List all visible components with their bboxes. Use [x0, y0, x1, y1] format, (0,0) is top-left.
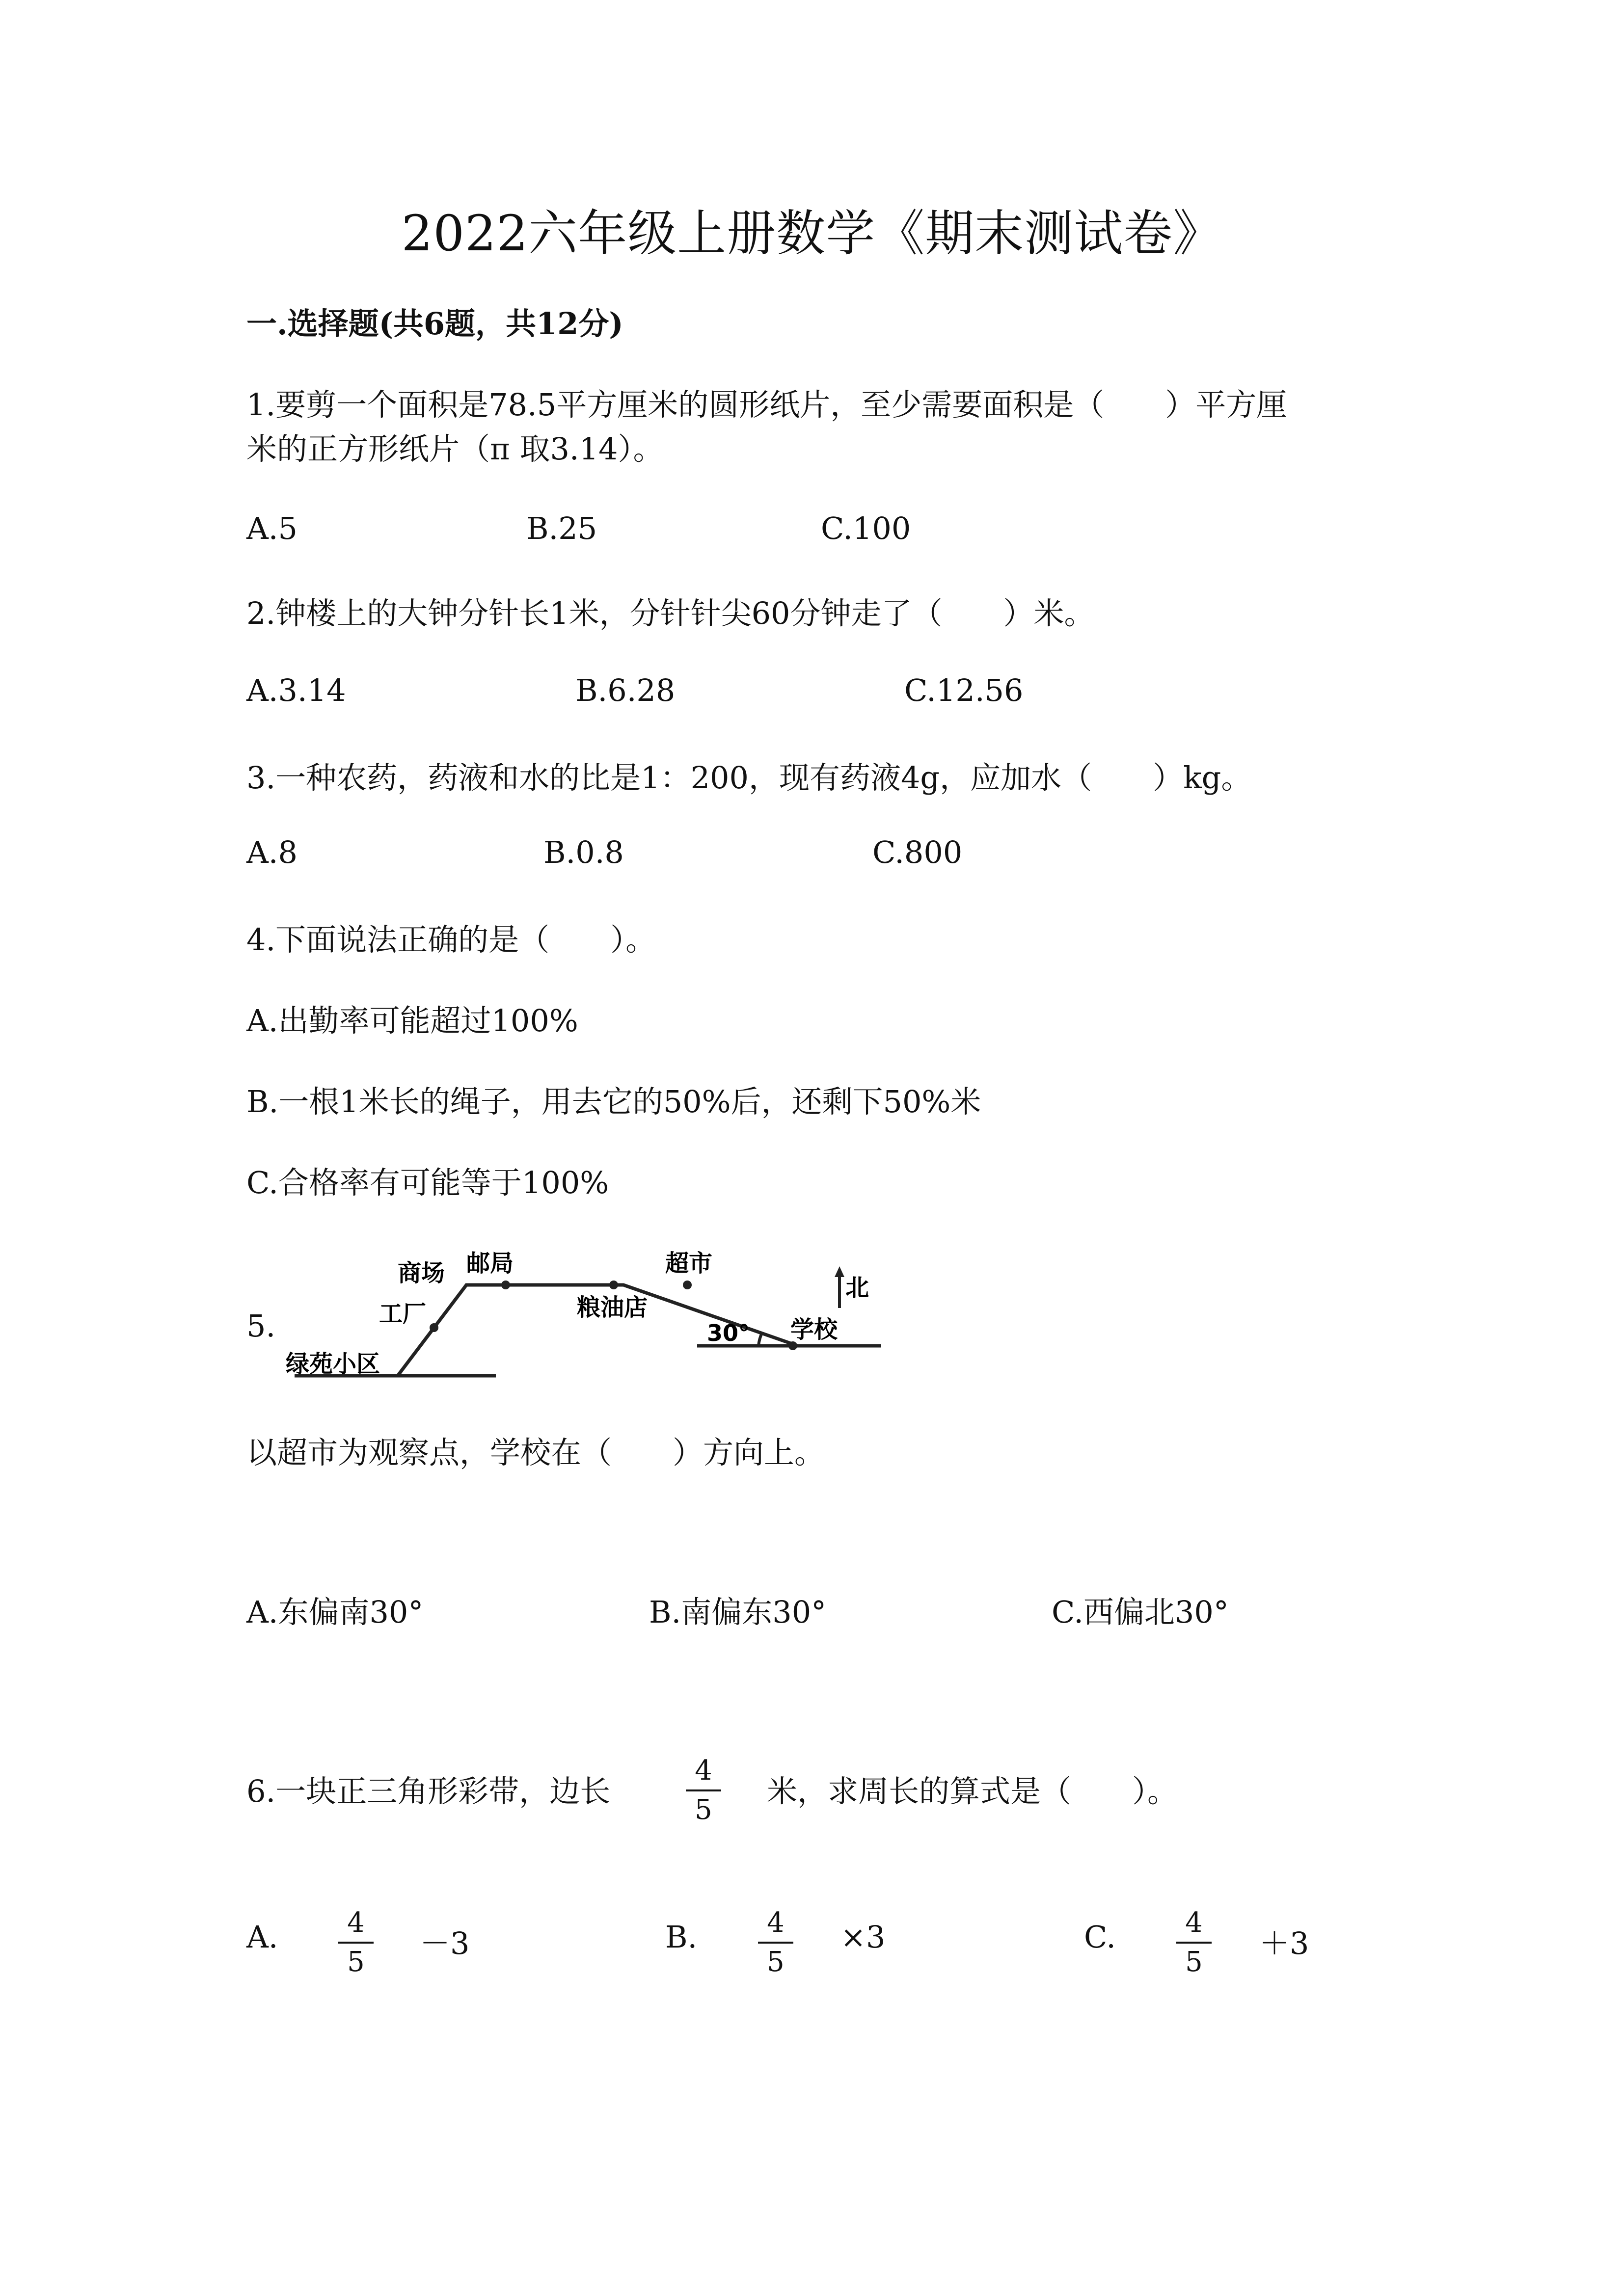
question-2-text: 2.钟楼上的大钟分针长1米，分针针尖60分钟走了（ ）米。: [246, 595, 1095, 631]
question-4-text: 4.下面说法正确的是（ ）。: [246, 922, 656, 958]
question-5-option-a[interactable]: A.东偏南30°: [246, 1594, 424, 1630]
north-arrow-head: [835, 1266, 844, 1277]
fraction-bar: [758, 1942, 793, 1944]
page-title: 2022六年级上册数学《期末测试卷》: [401, 205, 1223, 262]
question-5-text: 以超市为观察点，学校在（ ）方向上。: [246, 1435, 825, 1470]
question-6-option-c-label[interactable]: C.: [1084, 1919, 1116, 1955]
question-3-option-b[interactable]: B.0.8: [543, 834, 624, 870]
fraction-numerator: 4: [695, 1755, 712, 1787]
point-liangyoudian: [609, 1281, 618, 1289]
label-gongchang: 工厂: [379, 1300, 427, 1328]
question-2-option-c[interactable]: C.12.56: [904, 672, 1024, 708]
question-6-option-c-tail: ＋3: [1259, 1925, 1309, 1961]
point-gongchang: [430, 1323, 438, 1332]
fraction-bar: [338, 1942, 374, 1944]
label-shangchang: 商场: [398, 1259, 445, 1287]
fraction-denominator: 5: [347, 1946, 365, 1978]
question-6-text-before: 6.一块正三角形彩带，边长: [246, 1773, 611, 1809]
point-youju: [501, 1281, 510, 1289]
question-1-line-2: 米的正方形纸片（π 取3.14）。: [246, 431, 664, 467]
question-6-option-b-tail: ×3: [840, 1919, 886, 1955]
label-chaoshi: 超市: [665, 1250, 713, 1277]
fraction-denominator: 5: [767, 1946, 785, 1978]
question-5-option-c[interactable]: C.西偏北30°: [1052, 1594, 1229, 1630]
label-youju: 邮局: [466, 1250, 514, 1277]
question-6-text-after: 米，求周长的算式是（ ）。: [767, 1773, 1178, 1809]
question-4-option-c[interactable]: C.合格率有可能等于100%: [246, 1165, 609, 1201]
question-5-map: [275, 1232, 893, 1389]
label-liangyoudian: 粮油店: [577, 1294, 648, 1321]
question-6-option-c-fraction: [1174, 1909, 1214, 1976]
question-6-option-a-tail: －3: [420, 1925, 470, 1961]
fraction-numerator: 4: [347, 1907, 365, 1939]
label-angle: 30°: [707, 1320, 750, 1346]
question-1-option-a[interactable]: A.5: [246, 510, 298, 546]
question-1-option-c[interactable]: C.100: [821, 510, 911, 546]
question-6-fraction: [684, 1757, 723, 1824]
question-3-option-c[interactable]: C.800: [872, 834, 963, 870]
question-4-option-b[interactable]: B.一根1米长的绳子，用去它的50%后，还剩下50%米: [246, 1084, 981, 1120]
question-2-option-b[interactable]: B.6.28: [575, 672, 676, 708]
fraction-denominator: 5: [1185, 1946, 1203, 1978]
label-north: 北: [845, 1274, 869, 1302]
section-heading: 一.选择题(共6题，共12分): [246, 306, 623, 342]
question-5-number: 5.: [246, 1308, 276, 1344]
fraction-numerator: 4: [767, 1907, 785, 1939]
point-chaoshi: [683, 1281, 692, 1289]
fraction-bar: [1176, 1942, 1212, 1944]
question-6-option-a-label[interactable]: A.: [246, 1919, 278, 1955]
fraction-denominator: 5: [695, 1794, 712, 1826]
angle-arc: [758, 1333, 762, 1346]
question-2-option-a[interactable]: A.3.14: [246, 672, 346, 708]
label-lvyuan: 绿苑小区: [286, 1350, 380, 1378]
fraction-bar: [686, 1789, 721, 1791]
question-1-line-1: 1.要剪一个面积是78.5平方厘米的圆形纸片，至少需要面积是（ ）平方厘: [246, 387, 1287, 423]
question-3-text: 3.一种农药，药液和水的比是1：200，现有药液4g，应加水（ ）kg。: [246, 760, 1252, 796]
label-xuexiao: 学校: [790, 1316, 838, 1343]
question-6-option-b-fraction: [756, 1909, 795, 1976]
question-6-option-b-label[interactable]: B.: [665, 1919, 698, 1955]
question-3-option-a[interactable]: A.8: [246, 834, 298, 870]
fraction-numerator: 4: [1185, 1907, 1203, 1939]
question-4-option-a[interactable]: A.出勤率可能超过100%: [246, 1003, 578, 1039]
question-1-option-b[interactable]: B.25: [526, 510, 597, 546]
question-5-option-b[interactable]: B.南偏东30°: [649, 1594, 827, 1630]
question-6-option-a-fraction: [336, 1909, 376, 1976]
